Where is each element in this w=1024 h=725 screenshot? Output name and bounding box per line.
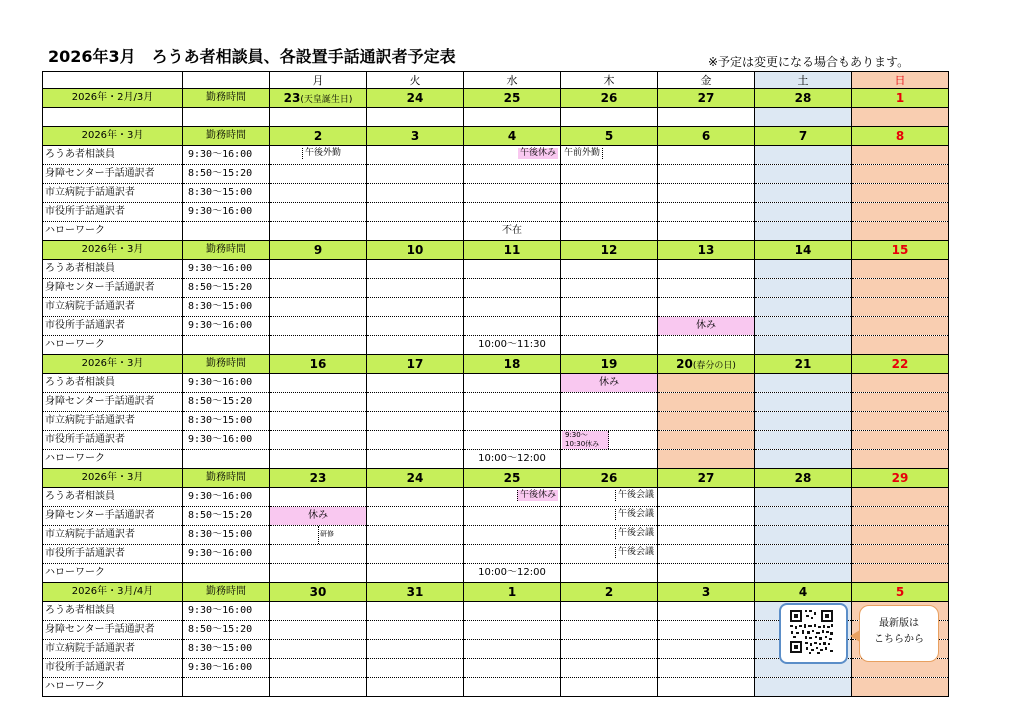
role-label: ハローワーク [43, 450, 183, 469]
week-band-row [43, 583, 949, 602]
role-row [43, 488, 949, 507]
day-number: 25 [464, 469, 561, 488]
event-text: 不在 [464, 222, 561, 241]
day-number: 26 [561, 89, 658, 108]
day-number: 1 [852, 89, 949, 108]
day-number: 24 [367, 89, 464, 108]
weekday-wed: 水 [464, 72, 561, 89]
event-text: 休み [561, 374, 658, 393]
change-notice: ※予定は変更になる場合もあります。 [708, 55, 910, 69]
week-label: 2026年・2月/3月 [43, 89, 183, 108]
role-row [43, 545, 949, 564]
role-hours: 9:30～16:00 [183, 659, 270, 678]
day-number: 26 [561, 469, 658, 488]
day-number: 17 [367, 355, 464, 374]
weekday-sat: 土 [755, 72, 852, 89]
role-hours: 9:30～16:00 [183, 260, 270, 279]
day-number: 9 [270, 241, 367, 260]
role-hours: 8:30～15:00 [183, 640, 270, 659]
weekday-sun: 日 [852, 72, 949, 89]
role-hours: 9:30～16:00 [183, 488, 270, 507]
event-tag: 午後会議 [615, 528, 656, 539]
day-number: 13 [658, 241, 755, 260]
day-number: 10 [367, 241, 464, 260]
role-hours: 9:30～16:00 [183, 203, 270, 222]
day-number: 27 [658, 89, 755, 108]
role-label: 市立病院手話通訳者 [43, 640, 183, 659]
role-hours: 8:50～15:20 [183, 165, 270, 184]
role-hours [183, 564, 270, 583]
role-row [43, 336, 949, 355]
event-text: 10:00～12:00 [464, 564, 561, 583]
day-number: 23(天皇誕生日) [270, 89, 367, 108]
role-hours: 8:30～15:00 [183, 184, 270, 203]
day-number: 28 [755, 469, 852, 488]
role-hours: 8:50～15:20 [183, 279, 270, 298]
day-number: 14 [755, 241, 852, 260]
role-label: 身障センター手話通訳者 [43, 621, 183, 640]
day-number: 21 [755, 355, 852, 374]
role-label: 市立病院手話通訳者 [43, 184, 183, 203]
role-hours: 9:30～16:00 [183, 146, 270, 165]
day-number: 8 [852, 127, 949, 146]
role-row [43, 564, 949, 583]
role-label: 身障センター手話通訳者 [43, 165, 183, 184]
role-label: 市立病院手話通訳者 [43, 412, 183, 431]
role-label: 市役所手話通訳者 [43, 431, 183, 450]
day-number: 16 [270, 355, 367, 374]
week-label: 2026年・3月 [43, 127, 183, 146]
role-row [43, 431, 949, 450]
week-label: 2026年・3月 [43, 241, 183, 260]
role-label: 市立病院手話通訳者 [43, 526, 183, 545]
weekday-fri: 金 [658, 72, 755, 89]
day-number: 3 [658, 583, 755, 602]
role-hours: 8:30～15:00 [183, 412, 270, 431]
qr-callout-line1: 最新版は [879, 618, 919, 629]
role-row [43, 203, 949, 222]
week-band-row [43, 355, 949, 374]
page-title: 2026年3月 ろうあ者相談員、各設置手話通訳者予定表 [48, 47, 456, 66]
day-number: 23 [270, 469, 367, 488]
day-number: 2 [561, 583, 658, 602]
event-tag: 午前外勤 [562, 148, 603, 159]
hours-header: 勤務時間 [183, 469, 270, 488]
role-label: ハローワーク [43, 336, 183, 355]
day-number: 20(春分の日) [658, 355, 755, 374]
day-number: 25 [464, 89, 561, 108]
weekday-thu: 木 [561, 72, 658, 89]
role-hours: 8:30～15:00 [183, 298, 270, 317]
role-label: 身障センター手話通訳者 [43, 393, 183, 412]
event-text: 10:00～11:30 [464, 336, 561, 355]
role-hours [183, 450, 270, 469]
week-label: 2026年・3月 [43, 469, 183, 488]
day-number: 12 [561, 241, 658, 260]
event-text: 9:30～ [565, 431, 588, 439]
event-text: 休み [270, 507, 367, 526]
role-label: ハローワーク [43, 564, 183, 583]
role-hours: 9:30～16:00 [183, 374, 270, 393]
day-number: 18 [464, 355, 561, 374]
day-number: 5 [852, 583, 949, 602]
role-row [43, 165, 949, 184]
event-tag: 午後会議 [615, 547, 656, 558]
role-row [43, 507, 949, 526]
role-label: ろうあ者相談員 [43, 374, 183, 393]
role-hours: 9:30～16:00 [183, 545, 270, 564]
weekday-mon: 月 [270, 72, 367, 89]
role-label: ハローワーク [43, 678, 183, 697]
role-label: 身障センター手話通訳者 [43, 279, 183, 298]
role-label: ろうあ者相談員 [43, 146, 183, 165]
event-text: 研修 [320, 530, 334, 538]
day-number: 15 [852, 241, 949, 260]
role-hours [183, 222, 270, 241]
week-band-row [43, 127, 949, 146]
role-label: 市役所手話通訳者 [43, 203, 183, 222]
event-tag: 午後休み [517, 490, 558, 501]
hours-header: 勤務時間 [183, 355, 270, 374]
week-label: 2026年・3月 [43, 355, 183, 374]
role-hours: 8:30～15:00 [183, 526, 270, 545]
role-hours: 8:50～15:20 [183, 621, 270, 640]
day-number: 30 [270, 583, 367, 602]
role-hours: 8:50～15:20 [183, 507, 270, 526]
week-band-row [43, 89, 949, 108]
role-row [43, 317, 949, 336]
event-tag: 午後休み [519, 148, 556, 158]
day-number: 27 [658, 469, 755, 488]
qr-callout [859, 605, 939, 662]
role-row [43, 374, 949, 393]
role-label: ろうあ者相談員 [43, 260, 183, 279]
role-row [43, 678, 949, 697]
role-label: 身障センター手話通訳者 [43, 507, 183, 526]
day-number: 31 [367, 583, 464, 602]
role-label: ろうあ者相談員 [43, 488, 183, 507]
weekday-header-row [43, 72, 949, 89]
event-text: 10:30休み [565, 440, 600, 448]
event-text: 休み [658, 317, 755, 336]
day-number: 24 [367, 469, 464, 488]
role-label: ハローワーク [43, 222, 183, 241]
day-number: 28 [755, 89, 852, 108]
week-label: 2026年・3月/4月 [43, 583, 183, 602]
day-number: 29 [852, 469, 949, 488]
role-hours [183, 336, 270, 355]
role-row [43, 393, 949, 412]
role-hours: 9:30～16:00 [183, 602, 270, 621]
qr-callout-line2: こちらから [874, 634, 924, 645]
weekday-tue: 火 [367, 72, 464, 89]
day-number: 2 [270, 127, 367, 146]
day-number: 1 [464, 583, 561, 602]
role-label: ろうあ者相談員 [43, 602, 183, 621]
role-row [43, 298, 949, 317]
event-text: 10:00～12:00 [464, 450, 561, 469]
event-tag: 午後会議 [615, 490, 656, 501]
role-hours: 9:30～16:00 [183, 431, 270, 450]
role-row [43, 260, 949, 279]
role-hours: 9:30～16:00 [183, 317, 270, 336]
hours-header: 勤務時間 [183, 583, 270, 602]
event-tag: 午後会議 [615, 509, 656, 520]
hours-header: 勤務時間 [183, 89, 270, 108]
day-number: 3 [367, 127, 464, 146]
role-row [43, 184, 949, 203]
role-row [43, 412, 949, 431]
role-row [43, 526, 949, 545]
qr-code-icon [781, 605, 842, 658]
role-hours: 8:50～15:20 [183, 393, 270, 412]
role-label: 市立病院手話通訳者 [43, 298, 183, 317]
role-row [43, 279, 949, 298]
role-label: 市役所手話通訳者 [43, 659, 183, 678]
day-number: 22 [852, 355, 949, 374]
role-label: 市役所手話通訳者 [43, 545, 183, 564]
role-hours [183, 678, 270, 697]
day-number: 5 [561, 127, 658, 146]
role-label: 市役所手話通訳者 [43, 317, 183, 336]
role-row [43, 450, 949, 469]
qr-code[interactable] [779, 603, 848, 664]
hours-header: 勤務時間 [183, 241, 270, 260]
week-band-row [43, 469, 949, 488]
hours-header: 勤務時間 [183, 127, 270, 146]
role-row [43, 222, 949, 241]
day-number: 4 [464, 127, 561, 146]
day-number: 19 [561, 355, 658, 374]
day-number: 6 [658, 127, 755, 146]
day-number: 7 [755, 127, 852, 146]
day-number: 4 [755, 583, 852, 602]
week-band-row [43, 241, 949, 260]
event-tag: 午後外勤 [302, 148, 343, 159]
spacer-row [43, 108, 949, 127]
role-row [43, 146, 949, 165]
day-number: 11 [464, 241, 561, 260]
